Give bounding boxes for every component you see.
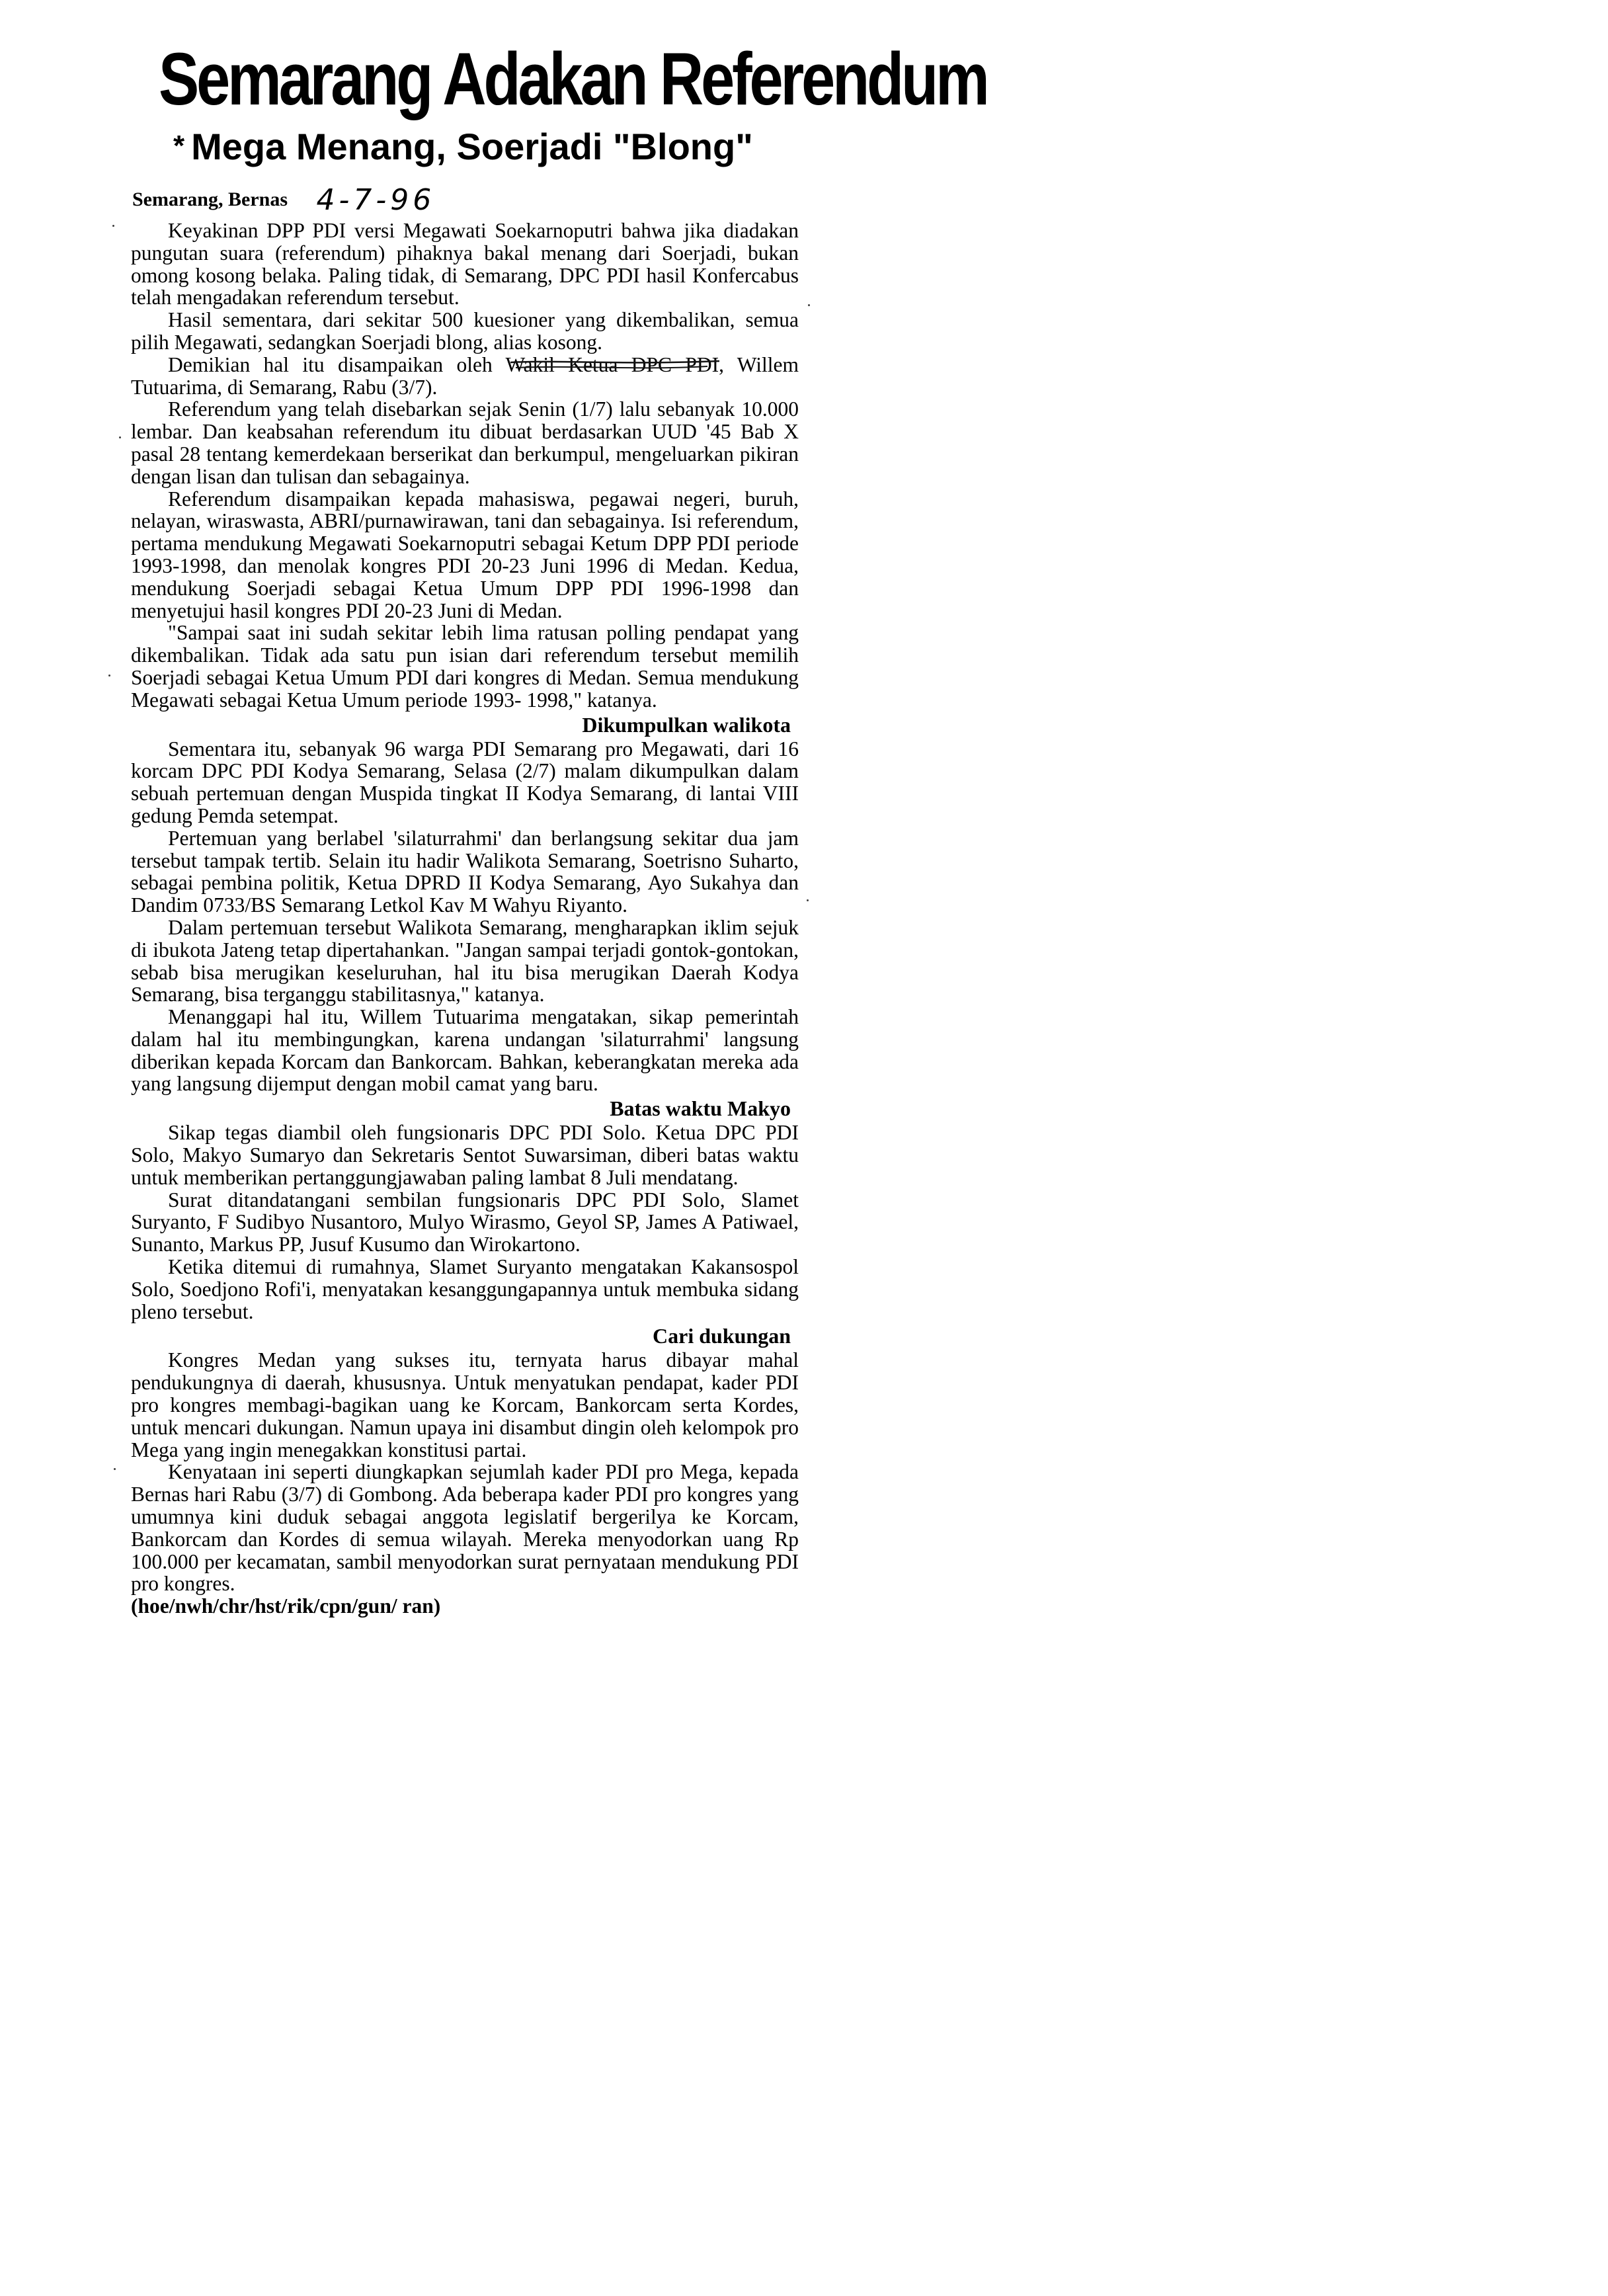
paragraph: Kongres Medan yang sukses itu, ternyata harus dibayar mahal pendukungnya di daerah, khususnya. Untuk menyatukan pendapat, kader PDI pro kongres membagi-bagikan uang ke Korcam, Bankorcam serta Kordes, untuk mencari dukungan. Namun upaya ini disambut dingin oleh kelompok pro Mega yang ingin menegakkan konstitusi partai.: [131, 1348, 799, 1461]
subheadline: [173, 126, 834, 167]
paragraph: Keyakinan DPP PDI versi Megawati Soekarnoputri bahwa jika diadakan pungutan suara (referendum) pihaknya bakal menang dari Soerjadi, bukan omong kosong belaka. Paling tidak, di Semarang, DPC PDI hasil Konfercabus telah mengadakan referendum tersebut.: [131, 219, 799, 309]
paragraph: Sementara itu, sebanyak 96 warga PDI Semarang pro Megawati, dari 16 korcam DPC PDI Kodya Semarang, Selasa (2/7) malam dikumpulkan dalam sebuah pertemuan dengan Muspida tingkat II Kodya Semarang, di lantai VIII gedung Pemda setempat.: [131, 737, 799, 827]
paragraph: Referendum yang telah disebarkan sejak Senin (1/7) lalu sebanyak 10.000 lembar. Dan keabsahan referendum itu dibuat berdasarkan UUD '45 Bab X pasal 28 tentang kemerdekaan berserikat dan berkumpul, mengeluarkan pikiran dengan lisan dan tulisan dan sebagainya.: [131, 397, 799, 488]
paragraph: "Sampai saat ini sudah sekitar lebih lima ratusan polling pendapat yang dikembalikan. Tidak ada satu pun isian dari referendum tersebut memilih Soerjadi sebagai Ketua Umum PDI dari kongres di Medan. Semua mendukung Megawati sebagai Ketua Umum periode 1993- 1998," katanya.: [131, 621, 799, 712]
paragraph: Sikap tegas diambil oleh fungsionaris DPC PDI Solo. Ketua DPC PDI Solo, Makyo Sumaryo dan Sekretaris Sentot Suwarsiman, diberi batas waktu untuk memberikan pertanggungjawaban paling lambat 8 Juli mendatang.: [131, 1121, 799, 1189]
scan-speck: [112, 225, 114, 227]
newspaper-clipping: [99, 26, 987, 1852]
subheadline-text: Mega Menang, Soerjadi "Blong": [191, 126, 753, 167]
dateline-place: Semarang, Bernas: [132, 188, 288, 210]
scan-speck: [108, 675, 110, 676]
paragraph: Ketika ditemui di rumahnya, Slamet Suryanto mengatakan Kakansospol Solo, Soedjono Rofi'i, menyatakan kesanggungapannya untuk membuka sidang pleno tersebut.: [131, 1255, 799, 1323]
section-title-batas-waktu-makyo: Batas waktu Makyo: [610, 1096, 791, 1121]
dateline: [132, 183, 436, 217]
scan-speck: [808, 304, 810, 306]
scan-speck: [114, 1468, 116, 1470]
section-title-cari-dukungan: Cari dukungan: [653, 1324, 791, 1348]
article-body: [131, 220, 799, 1618]
paragraph: Menanggapi hal itu, Willem Tutuarima mengatakan, sikap pemerintah dalam hal itu membingungkan, karena undangan 'silaturrahmi' langsung diberikan kepada Korcam dan Bankorcam. Bahkan, keberangkatan mereka ada yang langsung dijemput dengan mobil camat yang baru.: [131, 1005, 799, 1096]
headline: Semarang Adakan Referendum: [159, 38, 987, 120]
paragraph: Dalam pertemuan tersebut Walikota Semarang, mengharapkan iklim sejuk di ibukota Jateng tetap dipertahankan. "Jangan sampai terjadi gontok-gontokan, sebab bisa merugikan keseluruhan, hal itu bisa merugikan Daerah Kodya Semarang, bisa terganggu stabilitasnya," katanya.: [131, 915, 799, 1006]
subheadline-bullet: *: [173, 130, 185, 162]
paragraph: Demikian hal itu disampaikan oleh Wakil Ketua DPC PDI, Willem Tutuarima, di Semarang, Rabu (3/7).: [131, 352, 799, 399]
handwritten-date: 4-7-96: [316, 183, 436, 217]
paragraph: Kenyataan ini seperti diungkapkan sejumlah kader PDI pro Mega, kepada Bernas hari Rabu (3/7) di Gombong. Ada beberapa kader PDI pro kongres yang umumnya kini duduk sebagai anggota legislatif bergerilya ke Korcam, Bankorcam dan Kordes di semua wilayah. Mereka menyodorkan uang Rp 100.000 per kecamatan, sambil menyodorkan surat pernyataan mendukung PDI pro kongres.: [131, 1460, 799, 1596]
paragraph: Surat ditandatangani sembilan fungsionaris DPC PDI Solo, Slamet Suryanto, F Sudibyo Nusantoro, Mulyo Wirasmo, Geyol SP, James A Patiwael, Sunanto, Markus PP, Jusuf Kusumo dan Wirokartono.: [131, 1188, 799, 1256]
paragraph: Hasil sementara, dari sekitar 500 kuesioner yang dikembalikan, semua pilih Megawati, sedangkan Soerjadi blong, alias kosong.: [131, 308, 799, 354]
author-credit: (hoe/nwh/chr/hst/rik/cpn/gun/ ran): [131, 1594, 441, 1618]
section-title-dikumpulkan-walikota: Dikumpulkan walikota: [582, 712, 791, 737]
paragraph: Referendum disampaikan kepada mahasiswa, pegawai negeri, buruh, nelayan, wiraswasta, ABRI/purnawirawan, tani dan sebagainya. Isi referendum, pertama mendukung Megawati Soekarnoputri sebagai Ketum DPP PDI periode 1993-1998, dan menolak kongres PDI 20-23 Juni 1996 di Medan. Kedua, mendukung Soerjadi sebagai Ketua Umum DPP PDI 1996-1998 dan menyetujui hasil kongres PDI 20-23 Juni di Medan.: [131, 487, 799, 622]
scan-speck: [807, 899, 809, 901]
paragraph: Pertemuan yang berlabel 'silaturrahmi' dan berlangsung sekitar dua jam tersebut tampak tertib. Selain itu hadir Walikota Semarang, Soetrisno Suharto, sebagai pembina politik, Ketua DPRD II Kodya Semarang, Ayo Sukahya dan Dandim 0733/BS Semarang Letkol Kav M Wahyu Riyanto.: [131, 826, 799, 917]
handwritten-underline: [509, 357, 721, 372]
scan-speck: [119, 436, 121, 438]
